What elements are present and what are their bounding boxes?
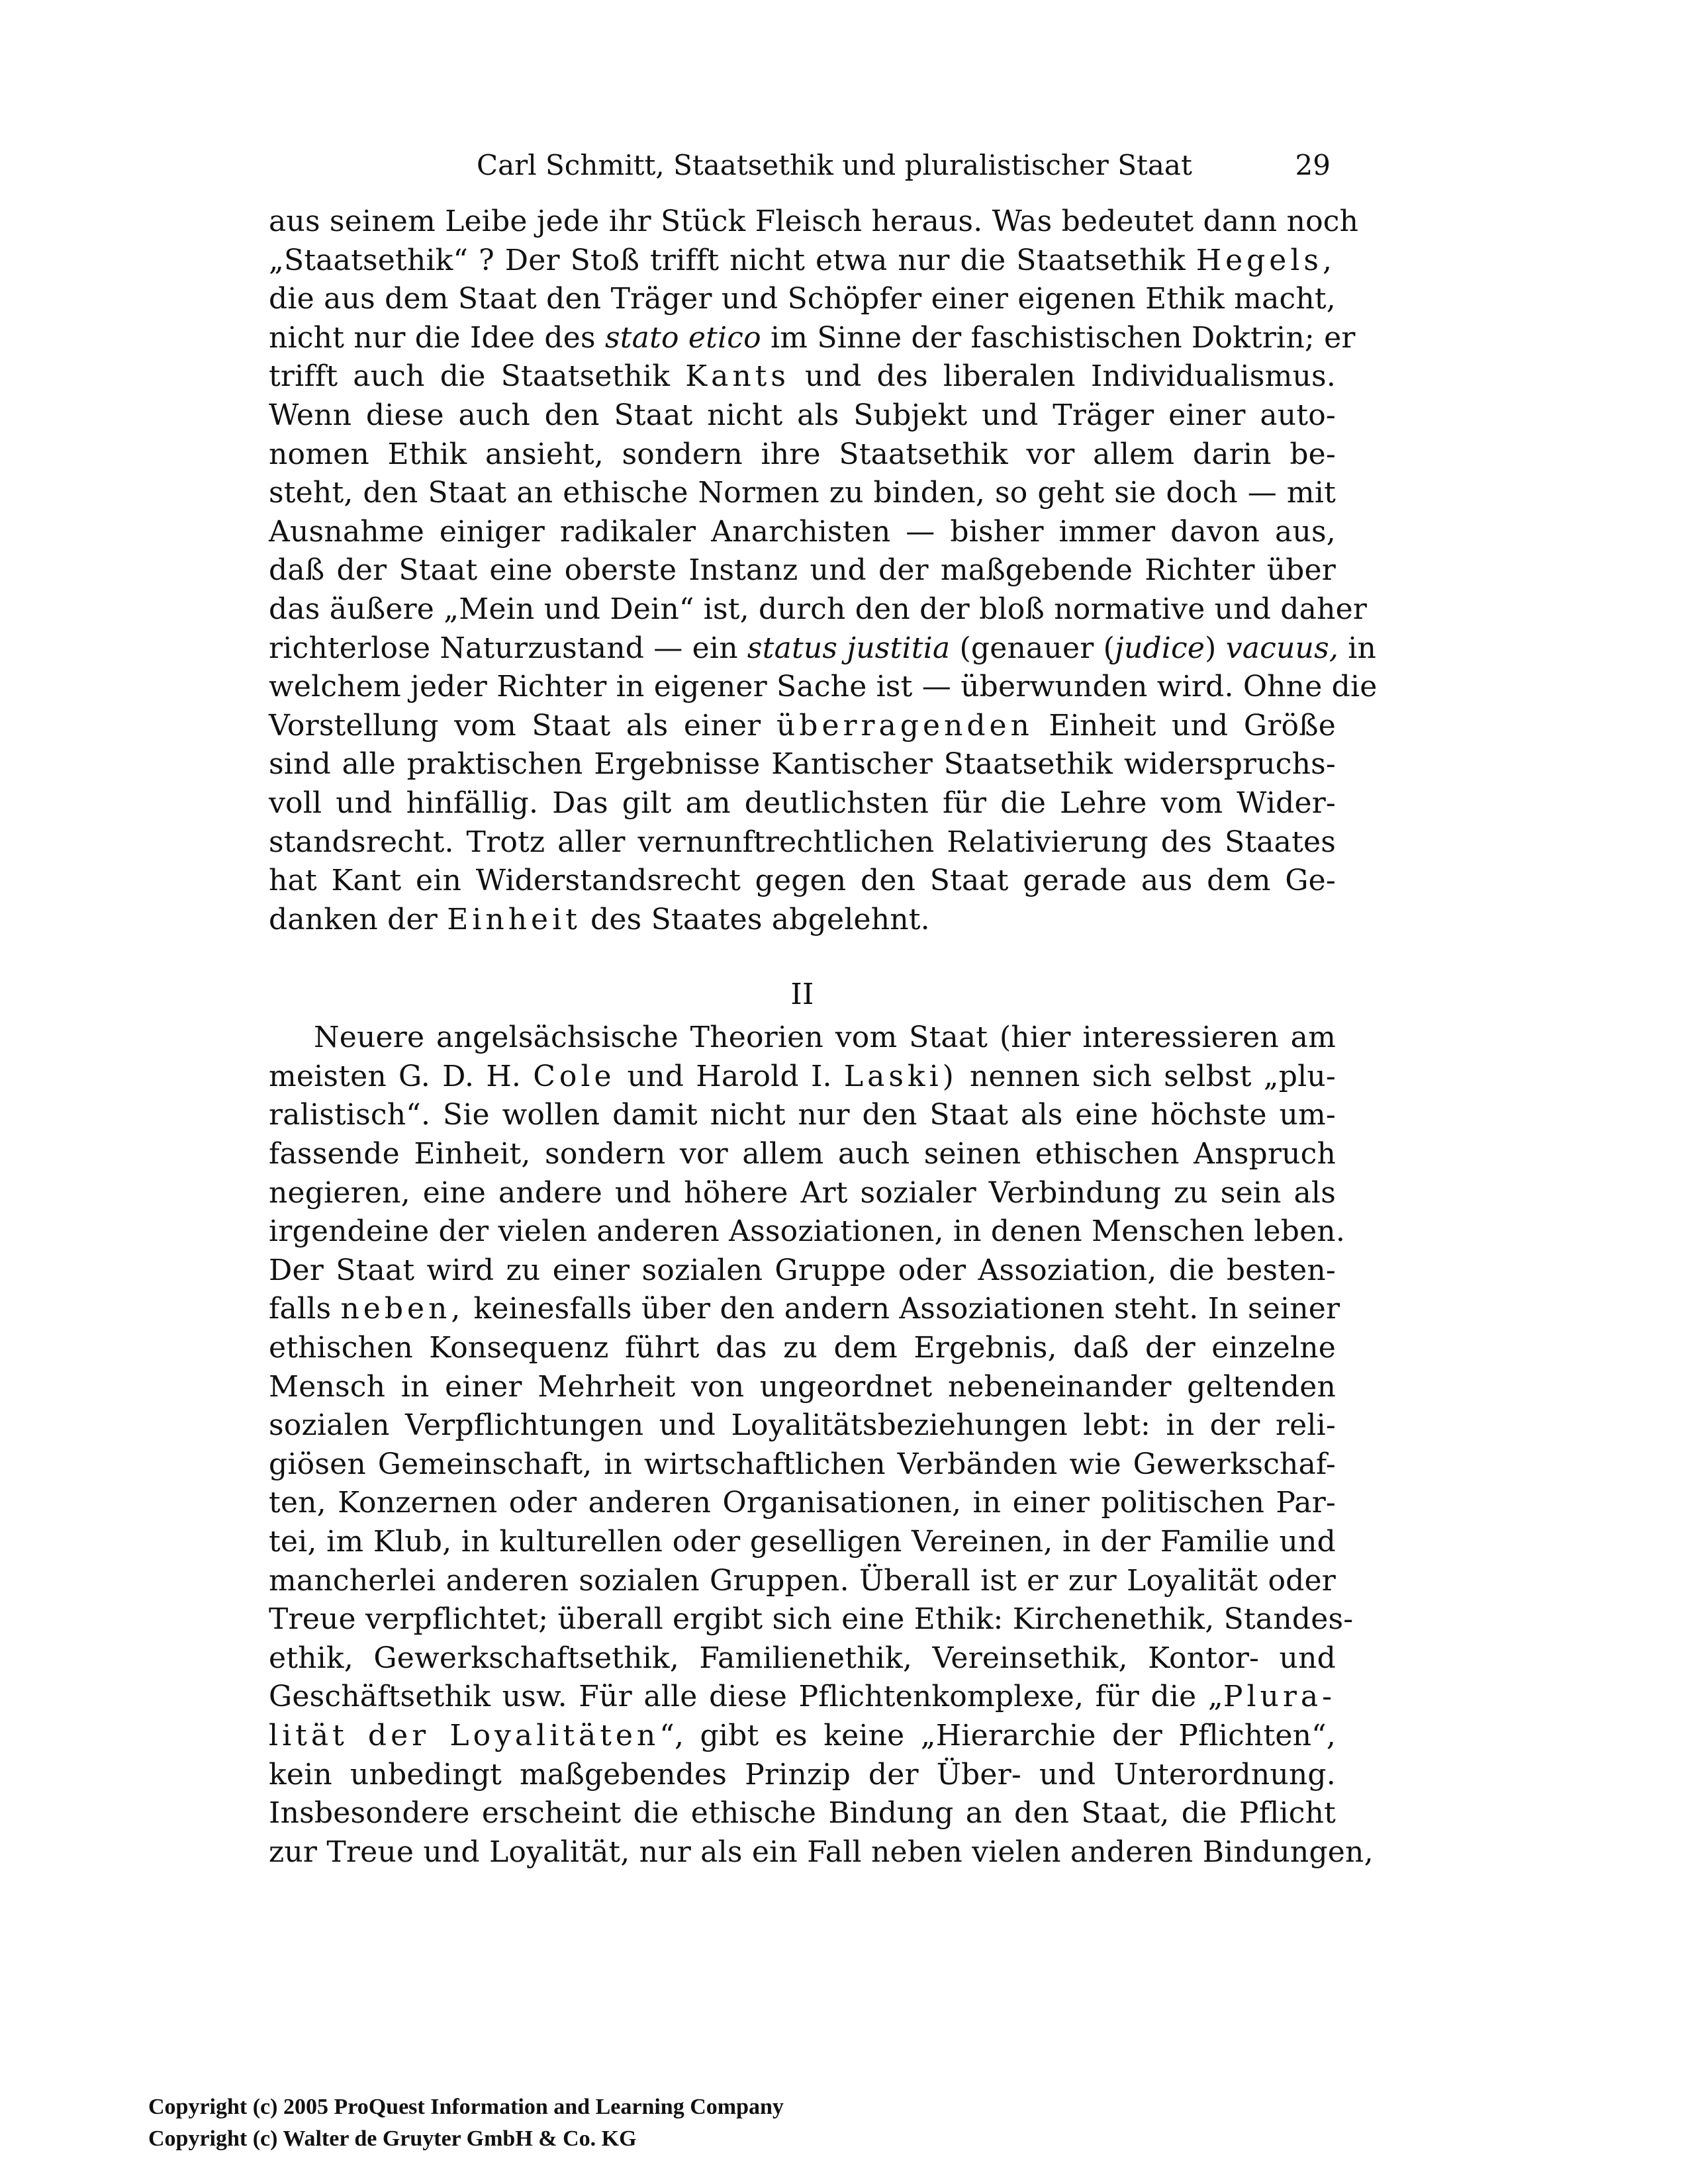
running-title: Carl Schmitt, Staatsethik und pluralistischer Staat	[477, 149, 1192, 181]
text-line: mancherlei anderen sozialen Gruppen. Überall ist er zur Loyalität oder	[269, 1563, 1336, 1598]
text-line: Ausnahme einiger radikaler Anarchisten — bisher immer davon aus,	[269, 514, 1336, 549]
running-header	[477, 147, 1331, 184]
italic-term: status justitia	[747, 631, 951, 665]
text-line: sozialen Verpflichtungen und Loyalitätsbeziehungen lebt: in der reli-	[269, 1408, 1336, 1443]
spaced-word: neben,	[340, 1292, 465, 1326]
text-line: richterlose Naturzustand — ein status justitia (genauer (judice) vacuus, in	[269, 631, 1377, 665]
text-line: fassende Einheit, sondern vor allem auch seinen ethischen Anspruch	[269, 1137, 1336, 1171]
text-line: Neuere angelsächsische Theorien vom Staat (hier interessieren am	[314, 1021, 1336, 1055]
text-line: Der Staat wird zu einer sozialen Gruppe oder Assoziation, die besten-	[269, 1253, 1336, 1287]
spaced-name: Kants	[685, 359, 790, 394]
spaced-word: lität der Loyalitäten	[269, 1718, 660, 1752]
spaced-word: Einheit	[447, 902, 581, 936]
text-line: sind alle praktischen Ergebnisse Kantischer Staatsethik widerspruchs-	[269, 747, 1336, 782]
text-line: Mensch in einer Mehrheit von ungeordnet nebeneinander geltenden	[269, 1369, 1336, 1404]
text-line: ethischen Konsequenz führt das zu dem Ergebnis, daß der einzelne	[269, 1331, 1336, 1365]
text-line: nomen Ethik ansieht, sondern ihre Staatsethik vor allem darin be-	[269, 437, 1336, 471]
text-line: zur Treue und Loyalität, nur als ein Fall neben vielen anderen Bindungen,	[269, 1835, 1374, 1869]
text-line: kein unbedingt maßgebendes Prinzip der Über- und Unterordnung.	[269, 1757, 1336, 1792]
copyright-line-1: Copyright (c) 2005 ProQuest Information and Learning Company	[148, 2095, 784, 2119]
italic-term: stato etico	[605, 320, 761, 355]
copyright-footer	[148, 2091, 784, 2155]
spaced-name: Hegels,	[1196, 243, 1336, 277]
section-heading: II	[790, 978, 814, 1012]
page-number: 29	[1295, 149, 1331, 181]
text-line: lität der Loyalitäten“, gibt es keine „Hierarchie der Pflichten“,	[269, 1718, 1336, 1752]
text-line: „Staatsethik“ ? Der Stoß trifft nicht etwa nur die Staatsethik Hegels,	[269, 243, 1336, 277]
italic-term: judice	[1115, 631, 1205, 665]
copyright-line-2: Copyright (c) Walter de Gruyter GmbH & Co. KG	[148, 2126, 637, 2151]
text-line: trifft auch die Staatsethik Kants und des liberalen Individualismus.	[269, 359, 1336, 394]
spaced-name: Cole	[533, 1059, 616, 1093]
text-line: das äußere „Mein und Dein“ ist, durch den der bloß normative und daher	[269, 592, 1368, 626]
text-line: die aus dem Staat den Träger und Schöpfer einer eigenen Ethik macht,	[269, 282, 1336, 316]
text-line: aus seinem Leibe jede ihr Stück Fleisch heraus. Was bedeutet dann noch	[269, 205, 1359, 238]
text-line: falls neben, keinesfalls über den andern Assoziationen steht. In seiner	[269, 1292, 1340, 1326]
spaced-word: Plura-	[1223, 1680, 1336, 1714]
text-line: welchem jeder Richter in eigener Sache ist — überwunden wird. Ohne die	[269, 670, 1378, 704]
text-line: Vorstellung vom Staat als einer überragenden Einheit und Größe	[269, 708, 1336, 743]
text-line: voll und hinfällig. Das gilt am deutlichsten für die Lehre vom Wider-	[269, 786, 1336, 820]
spaced-name: Laski)	[843, 1059, 958, 1093]
text-line: standsrecht. Trotz aller vernunftrechtlichen Relativierung des Staates	[269, 825, 1336, 859]
text-line: tei, im Klub, in kulturellen oder geselligen Vereinen, in der Familie und	[269, 1525, 1336, 1559]
spaced-word: überragenden	[776, 708, 1033, 743]
text-line: Treue verpflichtet; überall ergibt sich eine Ethik: Kirchenethik, Standes-	[269, 1602, 1354, 1637]
paragraph-2	[269, 1019, 1374, 1872]
text-line: ethik, Gewerkschaftsethik, Familienethik, Vereinsethik, Kontor- und	[269, 1641, 1336, 1675]
text-line: giösen Gemeinschaft, in wirtschaftlichen Verbänden wie Gewerkschaf-	[269, 1447, 1336, 1481]
text-line: negieren, eine andere und höhere Art sozialer Verbindung zu sein als	[269, 1175, 1336, 1210]
text-line: irgendeine der vielen anderen Assoziationen, in denen Menschen leben.	[269, 1214, 1346, 1249]
text-line: daß der Staat eine oberste Instanz und der maßgebende Richter über	[269, 553, 1336, 588]
text-line: ten, Konzernen oder anderen Organisationen, in einer politischen Par-	[269, 1486, 1336, 1520]
text-line: Geschäftsethik usw. Für alle diese Pflichtenkomplexe, für die „Plura-	[269, 1680, 1336, 1714]
page-body	[269, 203, 1378, 1872]
text-line: Insbesondere erscheint die ethische Bindung an den Staat, die Pflicht	[269, 1796, 1336, 1831]
text-line: nicht nur die Idee des stato etico im Sinne der faschistischen Doktrin; er	[269, 320, 1356, 355]
italic-term: vacuus,	[1225, 631, 1339, 665]
text-line: danken der Einheit des Staates abgelehnt.	[269, 902, 930, 936]
text-line: ralistisch“. Sie wollen damit nicht nur den Staat als eine höchste um-	[269, 1098, 1336, 1132]
text-line: steht, den Staat an ethische Normen zu binden, so geht sie doch — mit	[269, 476, 1336, 510]
text-line: meisten G. D. H. Cole und Harold I. Laski) nennen sich selbst „plu-	[269, 1059, 1336, 1093]
text-line: hat Kant ein Widerstandsrecht gegen den Staat gerade aus dem Ge-	[269, 864, 1336, 898]
paragraph-1	[269, 203, 1378, 939]
text-line: Wenn diese auch den Staat nicht als Subjekt und Träger einer auto-	[269, 398, 1336, 432]
